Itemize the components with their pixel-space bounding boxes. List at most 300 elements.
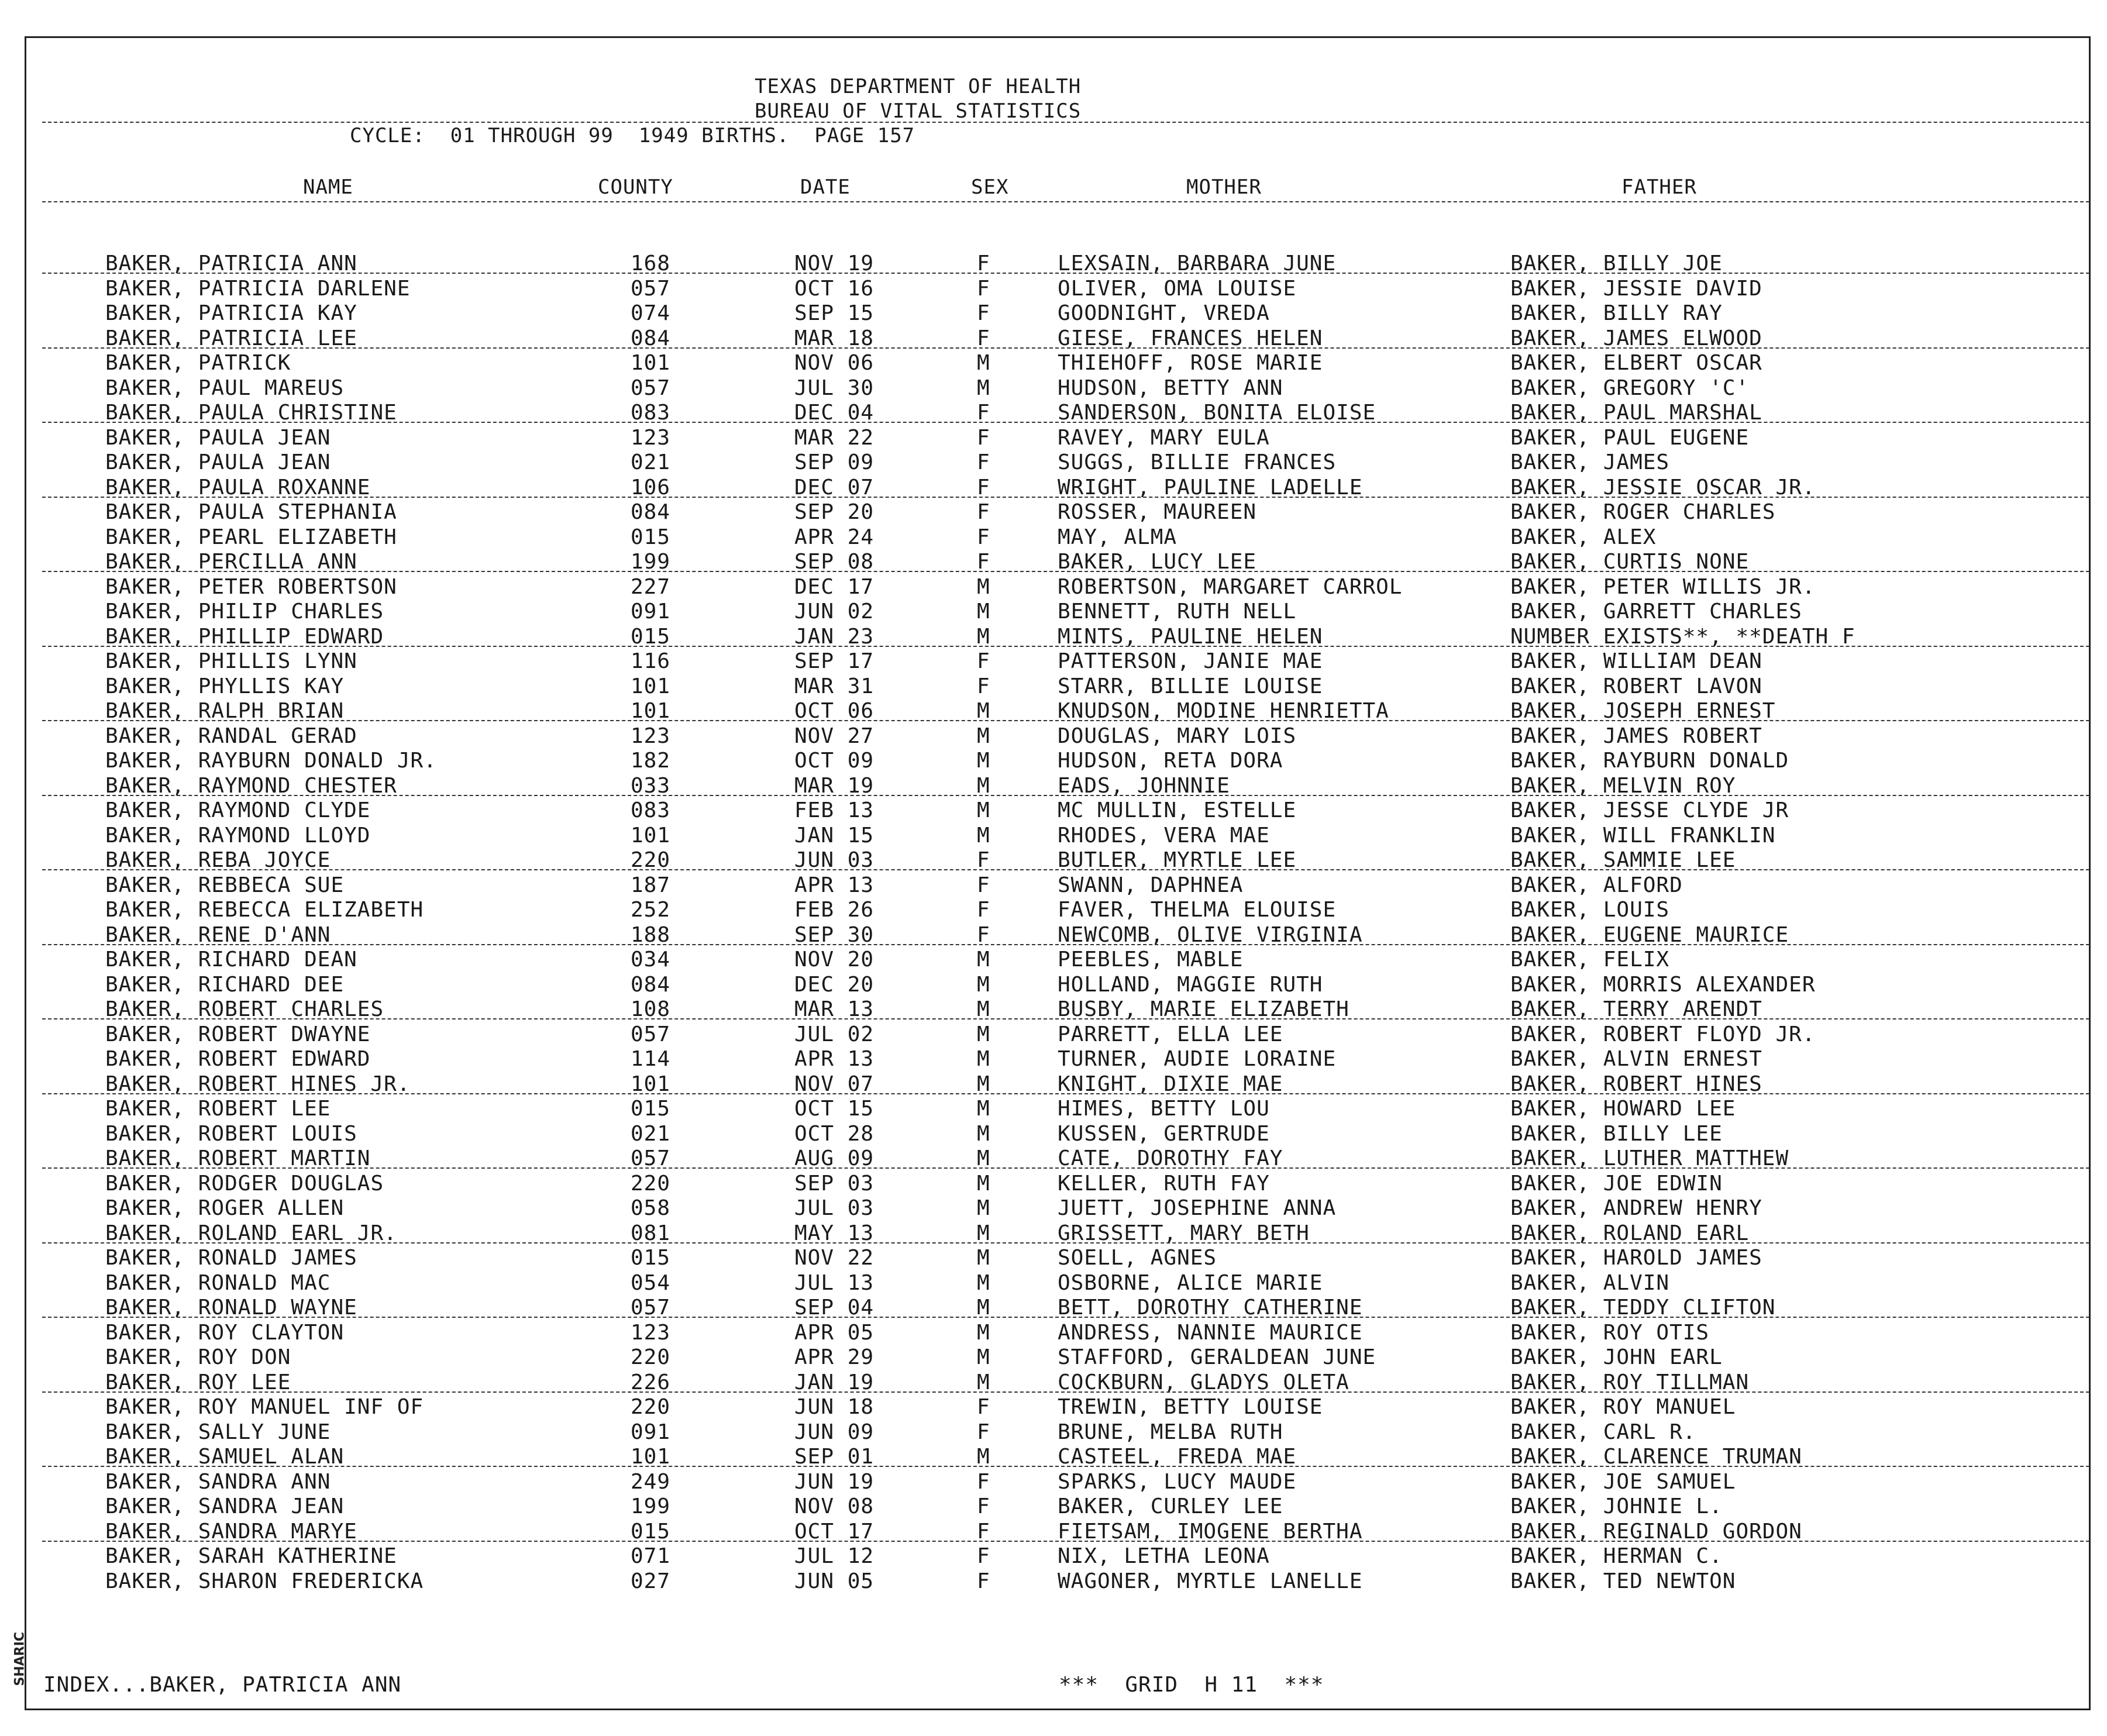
record-county: 101 xyxy=(631,674,671,698)
record-father: BAKER, PETER WILLIS JR. xyxy=(1510,574,1816,599)
row-divider xyxy=(42,1317,2089,1318)
record-sex: M xyxy=(977,699,990,723)
record-row xyxy=(0,1047,2107,1072)
record-mother: FAVER, THELMA ELOUISE xyxy=(1058,898,1337,922)
record-name: BAKER, PHILLIP EDWARD xyxy=(105,624,384,649)
record-county: 057 xyxy=(631,276,671,301)
record-father: BAKER, PAUL EUGENE xyxy=(1510,425,1750,450)
record-date: MAR 19 xyxy=(794,773,875,798)
record-father: BAKER, RAYBURN DONALD xyxy=(1510,749,1789,773)
row-divider xyxy=(42,1018,2089,1019)
record-row xyxy=(0,1022,2107,1047)
row-divider xyxy=(42,944,2089,945)
record-date: NOV 22 xyxy=(794,1246,875,1270)
record-date: JUL 30 xyxy=(794,376,875,400)
record-county: 071 xyxy=(631,1544,671,1568)
record-county: 199 xyxy=(631,550,671,574)
record-row xyxy=(0,376,2107,401)
record-row xyxy=(0,948,2107,972)
record-date: APR 24 xyxy=(794,525,875,549)
record-sex: M xyxy=(977,1196,990,1220)
record-father: BAKER, JAMES xyxy=(1510,450,1670,474)
record-row xyxy=(0,426,2107,450)
record-row xyxy=(0,1345,2107,1370)
record-name: BAKER, PAUL MAREUS xyxy=(105,376,345,400)
record-sex: M xyxy=(977,997,990,1021)
record-county: 033 xyxy=(631,773,671,798)
row-divider xyxy=(42,646,2089,647)
record-row xyxy=(0,973,2107,997)
record-mother: SUGGS, BILLIE FRANCES xyxy=(1058,450,1337,474)
record-county: 116 xyxy=(631,649,671,673)
record-sex: M xyxy=(977,1296,990,1320)
record-mother: KNUDSON, MODINE HENRIETTA xyxy=(1058,699,1389,723)
record-county: 015 xyxy=(631,525,671,549)
record-county: 123 xyxy=(631,425,671,450)
record-father: BAKER, BILLY JOE xyxy=(1510,252,1723,275)
record-sex: M xyxy=(977,773,990,798)
record-sex: F xyxy=(977,1544,990,1568)
record-date: OCT 28 xyxy=(794,1121,875,1146)
record-county: 187 xyxy=(631,873,671,897)
record-father: BAKER, JOHNIE L. xyxy=(1510,1494,1723,1518)
record-mother: SWANN, DAPHNEA xyxy=(1058,873,1244,897)
record-date: SEP 03 xyxy=(794,1171,875,1196)
record-name: BAKER, PERCILLA ANN xyxy=(105,550,357,574)
col-header-name: NAME xyxy=(303,175,353,199)
record-mother: HOLLAND, MAGGIE RUTH xyxy=(1058,972,1323,997)
record-name: BAKER, PAULA STEPHANIA xyxy=(105,500,397,524)
record-county: 027 xyxy=(631,1569,671,1593)
record-sex: F xyxy=(977,525,990,549)
record-father: BAKER, ALEX xyxy=(1510,525,1657,549)
record-mother: LEXSAIN, BARBARA JUNE xyxy=(1058,252,1337,275)
record-name: BAKER, SANDRA JEAN xyxy=(105,1494,345,1518)
record-father: BAKER, ROY OTIS xyxy=(1510,1320,1710,1345)
record-county: 057 xyxy=(631,1146,671,1170)
record-name: BAKER, RAYMOND LLOYD xyxy=(105,823,371,848)
agency-title: TEXAS DEPARTMENT OF HEALTH xyxy=(755,75,1082,98)
record-date: SEP 20 xyxy=(794,500,875,524)
record-name: BAKER, SANDRA MARYE xyxy=(105,1519,357,1544)
record-sex: M xyxy=(977,1221,990,1245)
record-father: BAKER, PAUL MARSHAL xyxy=(1510,401,1762,425)
record-county: 182 xyxy=(631,749,671,773)
record-date: OCT 16 xyxy=(794,276,875,301)
record-date: JUN 02 xyxy=(794,600,875,624)
record-father: BAKER, EUGENE MAURICE xyxy=(1510,922,1789,947)
record-father: BAKER, ROBERT HINES xyxy=(1510,1072,1762,1096)
record-name: BAKER, ROBERT HINES JR. xyxy=(105,1072,411,1096)
record-row xyxy=(0,1569,2107,1594)
record-name: BAKER, SHARON FREDERICKA xyxy=(105,1569,424,1593)
record-name: BAKER, RODGER DOUGLAS xyxy=(105,1171,384,1196)
record-county: 123 xyxy=(631,1320,671,1345)
record-county: 015 xyxy=(631,1246,671,1270)
record-date: JUN 19 xyxy=(794,1469,875,1494)
row-divider xyxy=(42,1541,2089,1542)
record-name: BAKER, REBA JOYCE xyxy=(105,848,331,872)
record-mother: KNIGHT, DIXIE MAE xyxy=(1058,1072,1283,1096)
record-father: BAKER, SAMMIE LEE xyxy=(1510,848,1736,872)
record-row xyxy=(0,1196,2107,1221)
record-father: BAKER, JOSEPH ERNEST xyxy=(1510,699,1776,723)
record-father: BAKER, JESSIE DAVID xyxy=(1510,276,1762,301)
record-date: JUL 03 xyxy=(794,1196,875,1220)
row-divider xyxy=(42,1167,2089,1169)
record-row xyxy=(0,450,2107,475)
record-name: BAKER, PHYLLIS KAY xyxy=(105,674,345,698)
record-county: 101 xyxy=(631,699,671,723)
record-date: APR 13 xyxy=(794,1047,875,1071)
row-divider xyxy=(42,869,2089,870)
record-date: JAN 15 xyxy=(794,823,875,848)
record-sex: F xyxy=(977,1420,990,1444)
record-county: 021 xyxy=(631,450,671,474)
record-mother: MINTS, PAULINE HELEN xyxy=(1058,624,1323,649)
record-name: BAKER, SARAH KATHERINE xyxy=(105,1544,397,1568)
record-sex: M xyxy=(977,1146,990,1170)
record-sex: F xyxy=(977,898,990,922)
record-sex: M xyxy=(977,823,990,848)
record-sex: F xyxy=(977,550,990,574)
row-divider xyxy=(42,497,2089,498)
record-county: 114 xyxy=(631,1047,671,1071)
record-sex: F xyxy=(977,674,990,698)
record-mother: KELLER, RUTH FAY xyxy=(1058,1171,1270,1196)
record-name: BAKER, PEARL ELIZABETH xyxy=(105,525,397,549)
record-county: 108 xyxy=(631,997,671,1021)
record-sex: F xyxy=(977,401,990,425)
record-date: JUN 03 xyxy=(794,848,875,872)
record-sex: M xyxy=(977,1370,990,1394)
record-sex: M xyxy=(977,1022,990,1046)
record-name: BAKER, PETER ROBERTSON xyxy=(105,574,397,599)
record-county: 091 xyxy=(631,1420,671,1444)
record-county: 057 xyxy=(631,1022,671,1046)
record-mother: KUSSEN, GERTRUDE xyxy=(1058,1121,1270,1146)
record-mother: PEEBLES, MABLE xyxy=(1058,948,1244,972)
record-county: 054 xyxy=(631,1270,671,1295)
record-county: 188 xyxy=(631,922,671,947)
record-date: JUL 12 xyxy=(794,1544,875,1568)
grid-label: *** GRID H 11 *** xyxy=(1059,1673,1324,1697)
record-row xyxy=(0,1494,2107,1519)
record-father: BAKER, HAROLD JAMES xyxy=(1510,1246,1762,1270)
record-row xyxy=(0,1246,2107,1270)
record-father: BAKER, CARL R. xyxy=(1510,1420,1696,1444)
record-mother: BETT, DOROTHY CATHERINE xyxy=(1058,1296,1363,1320)
record-name: BAKER, ROY DON xyxy=(105,1345,291,1369)
record-name: BAKER, RENE D'ANN xyxy=(105,922,331,947)
record-mother: PATTERSON, JANIE MAE xyxy=(1058,649,1323,673)
record-county: 249 xyxy=(631,1469,671,1494)
record-father: BAKER, GREGORY 'C' xyxy=(1510,376,1750,400)
record-name: BAKER, ROBERT MARTIN xyxy=(105,1146,371,1170)
record-father: BAKER, BILLY LEE xyxy=(1510,1121,1723,1146)
record-county: 101 xyxy=(631,823,671,848)
record-date: NOV 07 xyxy=(794,1072,875,1096)
header-divider-bottom xyxy=(42,201,2089,202)
row-divider xyxy=(42,795,2089,796)
record-mother: ROSSER, MAUREEN xyxy=(1058,500,1257,524)
record-name: BAKER, RANDAL GERAD xyxy=(105,724,357,748)
record-father: BAKER, ALVIN ERNEST xyxy=(1510,1047,1762,1071)
record-row xyxy=(0,824,2107,848)
record-mother: STAFFORD, GERALDEAN JUNE xyxy=(1058,1345,1376,1369)
record-date: SEP 15 xyxy=(794,301,875,325)
record-father: BAKER, REGINALD GORDON xyxy=(1510,1519,1802,1544)
record-date: SEP 09 xyxy=(794,450,875,474)
record-father: BAKER, JAMES ROBERT xyxy=(1510,724,1762,748)
record-mother: BAKER, CURLEY LEE xyxy=(1058,1494,1283,1518)
record-row xyxy=(0,724,2107,749)
record-father: BAKER, JESSIE OSCAR JR. xyxy=(1510,475,1816,500)
record-sex: F xyxy=(977,252,990,275)
col-header-county: COUNTY xyxy=(598,175,673,199)
record-date: JAN 19 xyxy=(794,1370,875,1394)
record-sex: M xyxy=(977,1121,990,1146)
record-mother: ROBERTSON, MARGARET CARROL xyxy=(1058,574,1403,599)
record-county: 015 xyxy=(631,624,671,649)
record-name: BAKER, PATRICK xyxy=(105,351,291,375)
record-sex: F xyxy=(977,1569,990,1593)
record-sex: F xyxy=(977,1469,990,1494)
record-sex: F xyxy=(977,1494,990,1518)
record-sex: M xyxy=(977,1047,990,1071)
record-sex: F xyxy=(977,276,990,301)
record-county: 220 xyxy=(631,1171,671,1196)
record-row xyxy=(0,525,2107,550)
record-sex: F xyxy=(977,649,990,673)
record-name: BAKER, PAULA ROXANNE xyxy=(105,475,371,500)
record-sex: M xyxy=(977,1320,990,1345)
record-sex: M xyxy=(977,1345,990,1369)
record-row xyxy=(0,351,2107,376)
record-mother: TREWIN, BETTY LOUISE xyxy=(1058,1395,1323,1419)
record-father: BAKER, FELIX xyxy=(1510,948,1670,972)
record-father: BAKER, GARRETT CHARLES xyxy=(1510,600,1802,624)
record-date: JAN 23 xyxy=(794,624,875,649)
record-row xyxy=(0,301,2107,326)
record-county: 220 xyxy=(631,1345,671,1369)
record-date: OCT 09 xyxy=(794,749,875,773)
record-county: 015 xyxy=(631,1097,671,1121)
record-name: BAKER, SAMUEL ALAN xyxy=(105,1445,345,1469)
record-mother: GOODNIGHT, VREDA xyxy=(1058,301,1270,325)
record-father: BAKER, LUTHER MATTHEW xyxy=(1510,1146,1789,1170)
record-sex: F xyxy=(977,326,990,350)
row-divider xyxy=(42,347,2089,349)
record-row xyxy=(0,1122,2107,1146)
record-name: BAKER, PAULA CHRISTINE xyxy=(105,401,397,425)
record-mother: BAKER, LUCY LEE xyxy=(1058,550,1257,574)
record-county: 091 xyxy=(631,600,671,624)
record-name: BAKER, RALPH BRIAN xyxy=(105,699,345,723)
record-county: 058 xyxy=(631,1196,671,1220)
row-divider xyxy=(42,720,2089,721)
record-row xyxy=(0,798,2107,823)
record-county: 106 xyxy=(631,475,671,500)
header-divider-top xyxy=(42,122,2089,123)
record-date: SEP 01 xyxy=(794,1445,875,1469)
record-county: 168 xyxy=(631,252,671,275)
record-father: BAKER, CURTIS NONE xyxy=(1510,550,1750,574)
record-sex: M xyxy=(977,624,990,649)
record-mother: OSBORNE, ALICE MARIE xyxy=(1058,1270,1323,1295)
record-mother: BRUNE, MELBA RUTH xyxy=(1058,1420,1283,1444)
record-county: 084 xyxy=(631,326,671,350)
record-mother: DOUGLAS, MARY LOIS xyxy=(1058,724,1297,748)
record-row xyxy=(0,575,2107,600)
record-mother: JUETT, JOSEPHINE ANNA xyxy=(1058,1196,1337,1220)
record-name: BAKER, SALLY JUNE xyxy=(105,1420,331,1444)
record-father: BAKER, ANDREW HENRY xyxy=(1510,1196,1762,1220)
record-father: BAKER, WILLIAM DEAN xyxy=(1510,649,1762,673)
record-date: SEP 17 xyxy=(794,649,875,673)
record-row xyxy=(0,749,2107,773)
record-sex: M xyxy=(977,749,990,773)
record-father: BAKER, HOWARD LEE xyxy=(1510,1097,1736,1121)
record-date: DEC 07 xyxy=(794,475,875,500)
record-name: BAKER, PATRICIA ANN xyxy=(105,252,357,275)
record-mother: TURNER, AUDIE LORAINE xyxy=(1058,1047,1337,1071)
record-mother: CASTEEL, FREDA MAE xyxy=(1058,1445,1297,1469)
record-name: BAKER, RONALD JAMES xyxy=(105,1246,357,1270)
record-name: BAKER, ROBERT LEE xyxy=(105,1097,331,1121)
row-divider xyxy=(42,1466,2089,1467)
record-mother: EADS, JOHNNIE xyxy=(1058,773,1230,798)
record-county: 084 xyxy=(631,500,671,524)
record-mother: CATE, DOROTHY FAY xyxy=(1058,1146,1283,1170)
record-date: AUG 09 xyxy=(794,1146,875,1170)
record-sex: F xyxy=(977,475,990,500)
record-row xyxy=(0,1470,2107,1494)
record-mother: THIEHOFF, ROSE MARIE xyxy=(1058,351,1323,375)
record-date: MAR 18 xyxy=(794,326,875,350)
record-name: BAKER, RONALD WAYNE xyxy=(105,1296,357,1320)
record-father: BAKER, JOE EDWIN xyxy=(1510,1171,1723,1196)
record-county: 084 xyxy=(631,972,671,997)
record-mother: RHODES, VERA MAE xyxy=(1058,823,1270,848)
record-mother: COCKBURN, GLADYS OLETA xyxy=(1058,1370,1349,1394)
record-name: BAKER, PATRICIA DARLENE xyxy=(105,276,411,301)
record-sex: M xyxy=(977,1270,990,1295)
record-date: SEP 08 xyxy=(794,550,875,574)
record-date: JUN 09 xyxy=(794,1420,875,1444)
record-name: BAKER, SANDRA ANN xyxy=(105,1469,331,1494)
record-name: BAKER, RAYMOND CLYDE xyxy=(105,798,371,822)
record-sex: M xyxy=(977,600,990,624)
record-row xyxy=(0,649,2107,674)
record-date: DEC 04 xyxy=(794,401,875,425)
record-sex: M xyxy=(977,351,990,375)
record-name: BAKER, ROBERT EDWARD xyxy=(105,1047,371,1071)
record-name: BAKER, PATRICIA LEE xyxy=(105,326,357,350)
record-mother: NEWCOMB, OLIVE VIRGINIA xyxy=(1058,922,1363,947)
record-sex: M xyxy=(977,972,990,997)
record-father: BAKER, CLARENCE TRUMAN xyxy=(1510,1445,1802,1469)
record-date: APR 29 xyxy=(794,1345,875,1369)
record-father: BAKER, BILLY RAY xyxy=(1510,301,1723,325)
record-county: 081 xyxy=(631,1221,671,1245)
record-county: 083 xyxy=(631,401,671,425)
record-county: 101 xyxy=(631,1072,671,1096)
record-mother: MAY, ALMA xyxy=(1058,525,1178,549)
record-date: JUL 13 xyxy=(794,1270,875,1295)
record-date: NOV 08 xyxy=(794,1494,875,1518)
record-row xyxy=(0,500,2107,525)
record-father: BAKER, ROY TILLMAN xyxy=(1510,1370,1750,1394)
record-mother: STARR, BILLIE LOUISE xyxy=(1058,674,1323,698)
record-name: BAKER, ROGER ALLEN xyxy=(105,1196,345,1220)
record-father: BAKER, WILL FRANKLIN xyxy=(1510,823,1776,848)
record-mother: HIMES, BETTY LOU xyxy=(1058,1097,1270,1121)
record-date: OCT 15 xyxy=(794,1097,875,1121)
record-date: APR 13 xyxy=(794,873,875,897)
record-sex: F xyxy=(977,848,990,872)
record-county: 021 xyxy=(631,1121,671,1146)
record-mother: NIX, LETHA LEONA xyxy=(1058,1544,1270,1568)
record-name: BAKER, ROY MANUEL INF OF xyxy=(105,1395,424,1419)
record-name: BAKER, RAYBURN DONALD JR. xyxy=(105,749,437,773)
record-name: BAKER, ROY CLAYTON xyxy=(105,1320,345,1345)
record-father: BAKER, ALVIN xyxy=(1510,1270,1670,1295)
record-county: 220 xyxy=(631,848,671,872)
record-sex: F xyxy=(977,873,990,897)
record-date: FEB 13 xyxy=(794,798,875,822)
record-row xyxy=(0,1420,2107,1445)
row-divider xyxy=(42,422,2089,423)
record-sex: F xyxy=(977,922,990,947)
record-father: BAKER, ROLAND EARL xyxy=(1510,1221,1750,1245)
record-name: BAKER, ROBERT LOUIS xyxy=(105,1121,357,1146)
record-mother: MC MULLIN, ESTELLE xyxy=(1058,798,1297,822)
record-date: OCT 17 xyxy=(794,1519,875,1544)
row-divider xyxy=(42,273,2089,274)
record-mother: GRISSETT, MARY BETH xyxy=(1058,1221,1310,1245)
record-row xyxy=(0,1097,2107,1121)
record-sex: F xyxy=(977,500,990,524)
record-name: BAKER, PAULA JEAN xyxy=(105,425,331,450)
record-date: OCT 06 xyxy=(794,699,875,723)
record-name: BAKER, RONALD MAC xyxy=(105,1270,331,1295)
record-date: NOV 06 xyxy=(794,351,875,375)
record-mother: SOELL, AGNES xyxy=(1058,1246,1217,1270)
record-sex: M xyxy=(977,1246,990,1270)
record-mother: OLIVER, OMA LOUISE xyxy=(1058,276,1297,301)
record-county: 199 xyxy=(631,1494,671,1518)
record-row xyxy=(0,1172,2107,1196)
record-row xyxy=(0,873,2107,898)
record-name: BAKER, ROY LEE xyxy=(105,1370,291,1394)
record-father: BAKER, ROY MANUEL xyxy=(1510,1395,1736,1419)
record-sex: M xyxy=(977,1097,990,1121)
record-father: BAKER, MELVIN ROY xyxy=(1510,773,1736,798)
record-father: BAKER, JESSE CLYDE JR xyxy=(1510,798,1789,822)
record-father: BAKER, TED NEWTON xyxy=(1510,1569,1736,1593)
record-name: BAKER, PHILIP CHARLES xyxy=(105,600,384,624)
record-mother: SPARKS, LUCY MAUDE xyxy=(1058,1469,1297,1494)
record-date: JUN 05 xyxy=(794,1569,875,1593)
record-mother: PARRETT, ELLA LEE xyxy=(1058,1022,1283,1046)
record-county: 074 xyxy=(631,301,671,325)
record-sex: M xyxy=(977,376,990,400)
record-father: BAKER, ELBERT OSCAR xyxy=(1510,351,1762,375)
record-row xyxy=(0,1271,2107,1296)
record-date: MAR 13 xyxy=(794,997,875,1021)
record-father: BAKER, TERRY ARENDT xyxy=(1510,997,1762,1021)
